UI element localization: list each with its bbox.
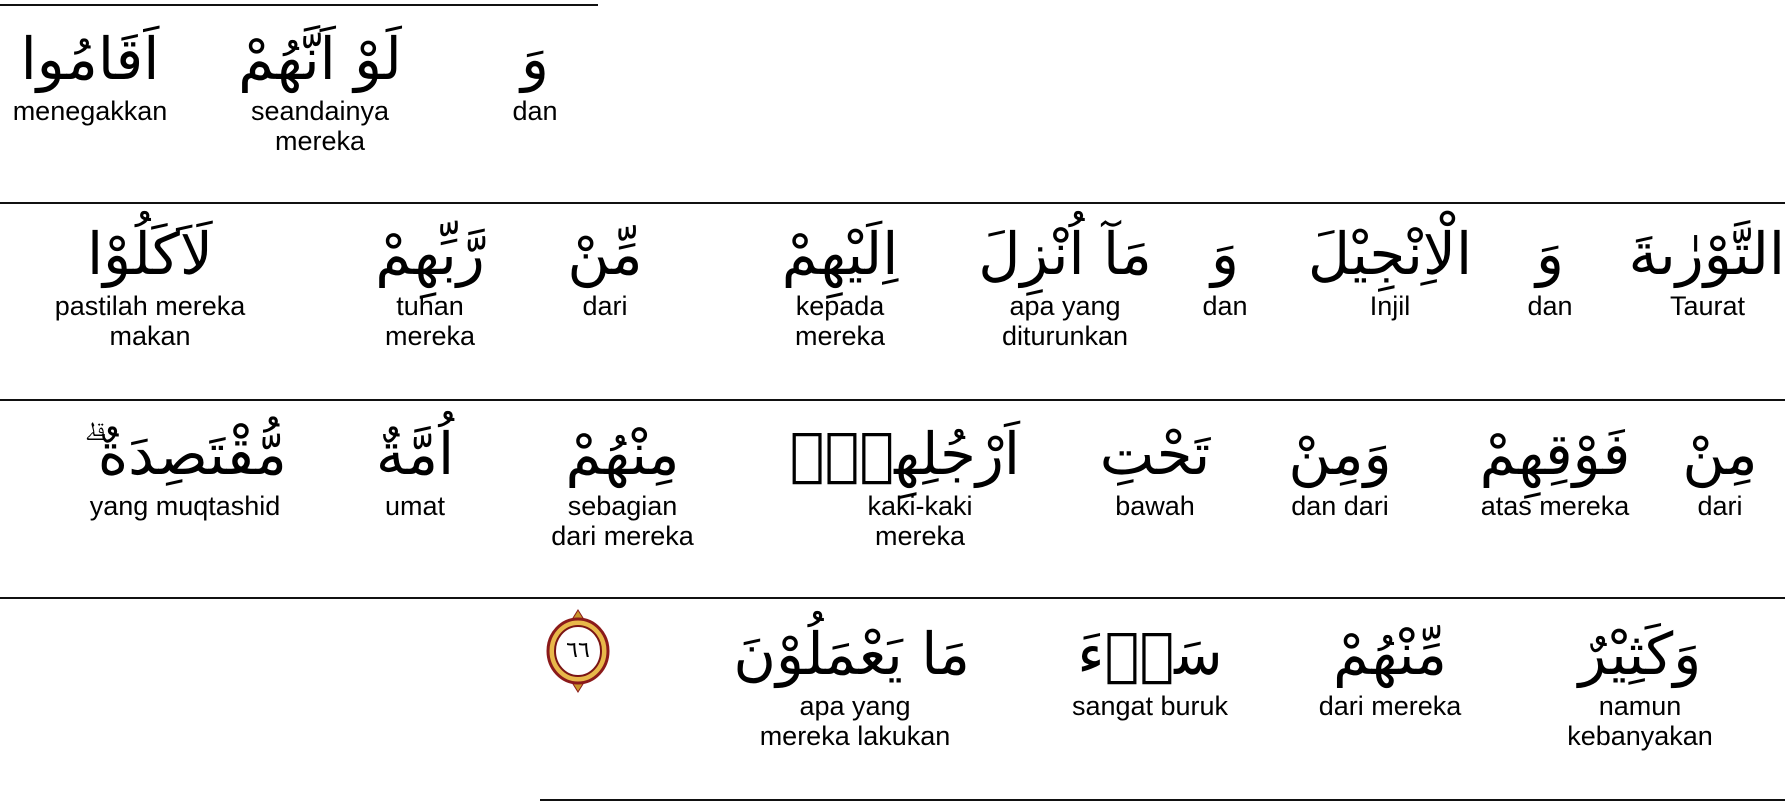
word-meaning: dari: [1697, 491, 1743, 521]
divider: [0, 4, 598, 6]
arabic-word: مِنْ: [1682, 420, 1758, 488]
word-pair: [545, 220, 665, 321]
arabic-word: مِّنْ: [567, 220, 643, 288]
arabic-word: اَرْجُلِهِمْۗ: [789, 420, 1020, 488]
word-pair: [789, 420, 1020, 551]
arabic-word: تَحْتِ: [1099, 420, 1211, 488]
word-meaning: yang muqtashid: [89, 491, 281, 521]
word-meaning: bawah: [1115, 491, 1195, 521]
word-pair: [1500, 220, 1600, 321]
word-meaning: apa yang mereka lakukan: [759, 691, 951, 751]
arabic-word: مَا يَعْمَلُوْنَ: [733, 620, 970, 688]
word-meaning: pastilah mereka makan: [54, 291, 246, 351]
ayah-end-marker: [545, 608, 611, 694]
word-pair: [1180, 220, 1270, 321]
word-meaning: kaki-kaki mereka: [867, 491, 973, 551]
word-pair: [30, 220, 270, 351]
arabic-word: مَآ اُنْزِلَ: [978, 220, 1152, 288]
word-pair: [1665, 420, 1775, 521]
word-pair: [1090, 420, 1220, 521]
arabic-word: وَ: [1535, 220, 1564, 288]
arabic-word: وَكَثِيْرٌ: [1578, 620, 1702, 688]
word-meaning: sangat buruk: [1071, 691, 1229, 721]
word-pair: [1455, 420, 1655, 521]
word-pair: [470, 25, 600, 126]
word-meaning: apa yang diturunkan: [1001, 291, 1129, 351]
word-meaning: Injil: [1369, 291, 1411, 321]
word-pair: [1050, 620, 1250, 721]
arabic-word: اُمَّةٌ: [375, 420, 455, 488]
word-meaning: kepada mereka: [794, 291, 886, 351]
arabic-word: اِلَيْهِمْ: [781, 220, 899, 288]
arabic-word: مِنْهُمْ: [565, 420, 680, 488]
word-meaning: dari: [582, 291, 628, 321]
divider: [0, 399, 1785, 401]
word-pair: [750, 220, 930, 351]
word-meaning: Taurat: [1669, 291, 1746, 321]
word-pair: [540, 420, 705, 551]
arabic-word: لَوْ اَنَّهُمْ: [238, 25, 402, 93]
word-meaning: atas mereka: [1480, 491, 1630, 521]
word-meaning: dan dari: [1291, 491, 1389, 521]
arabic-word: وَ: [520, 25, 549, 93]
word-meaning: tuhan mereka: [384, 291, 476, 351]
word-pair: [1290, 220, 1490, 321]
word-pair: [350, 220, 510, 351]
word-pair: [0, 25, 180, 126]
word-meaning: menegakkan: [12, 96, 168, 126]
divider: [0, 202, 1785, 204]
arabic-word: وَمِنْ: [1288, 420, 1392, 488]
word-pair: [200, 25, 440, 156]
word-meaning: dari mereka: [1318, 691, 1462, 721]
word-pair: [60, 420, 310, 521]
word-pair: [1525, 620, 1755, 751]
arabic-word: مُّقْتَصِدَةٌ ۗ: [83, 420, 287, 488]
word-meaning: sebagian dari mereka: [551, 491, 694, 551]
arabic-word: التَّوْرٰىةَ: [1628, 220, 1785, 288]
word-pair: [360, 420, 470, 521]
word-meaning: umat: [384, 491, 446, 521]
word-meaning: dan: [1527, 291, 1573, 321]
word-pair: [1300, 620, 1480, 721]
arabic-word: سَاۤءَ: [1077, 620, 1223, 688]
arabic-word: رَّبِّهِمْ: [375, 220, 485, 288]
word-meaning: dan: [512, 96, 558, 126]
arabic-word: وَ: [1210, 220, 1239, 288]
word-pair: [970, 220, 1160, 351]
word-meaning: dan: [1202, 291, 1248, 321]
arabic-word: مِّنْهُمْ: [1333, 620, 1447, 688]
ayah-number: ٦٦: [566, 638, 590, 663]
divider: [540, 799, 1785, 801]
divider: [0, 597, 1785, 599]
arabic-word: اَقَامُوا: [20, 25, 160, 93]
word-pair: [1275, 420, 1405, 521]
arabic-word: فَوْقِهِمْ: [1479, 420, 1631, 488]
word-meaning: namun kebanyakan: [1567, 691, 1713, 751]
arabic-word: الْاِنْجِيْلَ: [1307, 220, 1473, 288]
arabic-word: لَاَكَلُوْا: [87, 220, 213, 288]
word-pair: [1628, 220, 1785, 321]
word-pair: [733, 620, 970, 751]
word-meaning: seandainya mereka: [250, 96, 390, 156]
